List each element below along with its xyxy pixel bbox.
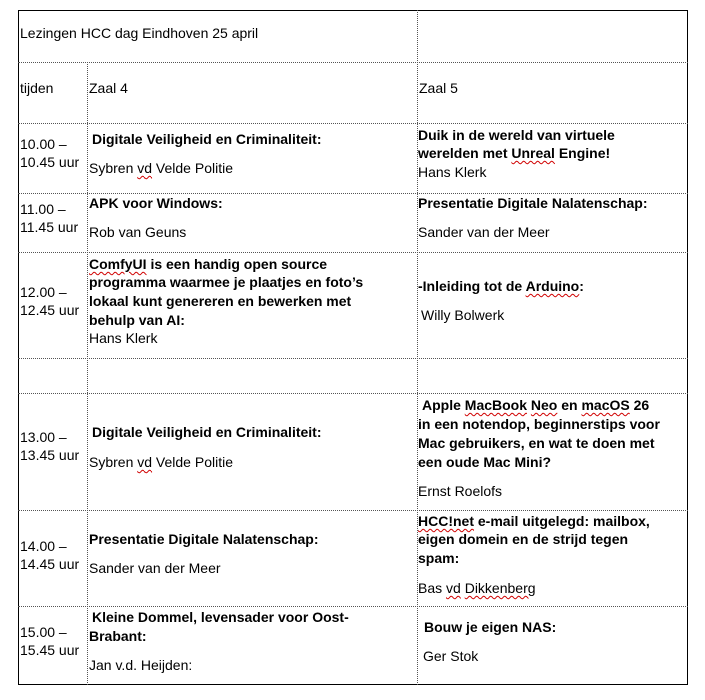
- session-title: Brabant:: [89, 628, 147, 644]
- session-title: APK voor Windows:: [89, 195, 223, 211]
- session-title: Mac gebruikers, en wat te doen met: [418, 435, 655, 451]
- row-divider: [18, 510, 688, 511]
- session-speaker: Ger Stok: [423, 648, 479, 664]
- session-title: eigen domein en de strijd tegen: [418, 531, 629, 547]
- session-speaker: Rob van Geuns: [89, 224, 187, 240]
- session-speaker: Bas vd Dikkenberg: [418, 580, 536, 596]
- session-title: Presentatie Digitale Nalatenschap:: [89, 531, 319, 547]
- row-time: 11.00 – 11.45 uur: [20, 201, 79, 235]
- session-title: -Inleiding tot de Arduino:: [418, 278, 584, 294]
- session-title: Kleine Dommel, levensader voor Oost-: [92, 609, 349, 625]
- row-divider: [18, 252, 688, 253]
- session-title: Bouw je eigen NAS:: [424, 619, 557, 635]
- row-divider: [18, 123, 688, 124]
- session-speaker: Sander van der Meer: [89, 560, 221, 576]
- session-title: lokaal kunt genereren en bewerken met: [89, 293, 352, 309]
- page-title: Lezingen HCC dag Eindhoven 25 april: [20, 25, 259, 41]
- header-zaal5: Zaal 5: [419, 80, 458, 96]
- session-title: spam:: [418, 550, 460, 566]
- schedule-table-border: [18, 10, 688, 685]
- session-speaker: Jan v.d. Heijden:: [89, 657, 193, 673]
- session-title: werelden met Unreal Engine!: [418, 145, 611, 161]
- session-speaker: Sander van der Meer: [418, 224, 550, 240]
- row-divider: [18, 62, 688, 63]
- session-speaker: Ernst Roelofs: [418, 483, 503, 499]
- session-title: Apple MacBook Neo en macOS 26: [422, 397, 650, 413]
- row-divider: [18, 358, 688, 359]
- column-divider-time: [87, 62, 88, 685]
- row-divider: [18, 393, 688, 394]
- row-time: 13.00 – 13.45 uur: [20, 429, 80, 463]
- session-speaker: Hans Klerk: [418, 164, 487, 180]
- header-time: tijden: [20, 80, 54, 96]
- session-title: programma waarmee je plaatjes en foto’s: [89, 274, 364, 290]
- session-title: HCC!net e-mail uitgelegd: mailbox,: [418, 513, 650, 529]
- session-title: Digitale Veiligheid en Criminaliteit:: [92, 131, 322, 147]
- session-title: Digitale Veiligheid en Criminaliteit:: [92, 424, 322, 440]
- session-speaker: Hans Klerk: [89, 330, 158, 346]
- session-speaker: Sybren vd Velde Politie: [89, 454, 233, 470]
- session-title: in een notendop, beginnerstips voor: [418, 416, 660, 432]
- row-time: 12.00 – 12.45 uur: [20, 284, 80, 318]
- session-speaker: Sybren vd Velde Politie: [89, 160, 233, 176]
- session-title: Presentatie Digitale Nalatenschap:: [418, 195, 648, 211]
- row-time: 14.00 – 14.45 uur: [20, 538, 80, 572]
- session-title: ComfyUI is een handig open source: [89, 256, 328, 272]
- session-title: behulp van AI:: [89, 312, 185, 328]
- session-title: een oude Mac Mini?: [418, 454, 552, 470]
- session-speaker: Willy Bolwerk: [421, 307, 505, 323]
- row-divider: [18, 606, 688, 607]
- header-zaal4: Zaal 4: [89, 80, 128, 96]
- row-time: 15.00 – 15.45 uur: [20, 624, 80, 658]
- row-time: 10.00 – 10.45 uur: [20, 136, 80, 170]
- session-title: Duik in de wereld van virtuele: [418, 127, 615, 143]
